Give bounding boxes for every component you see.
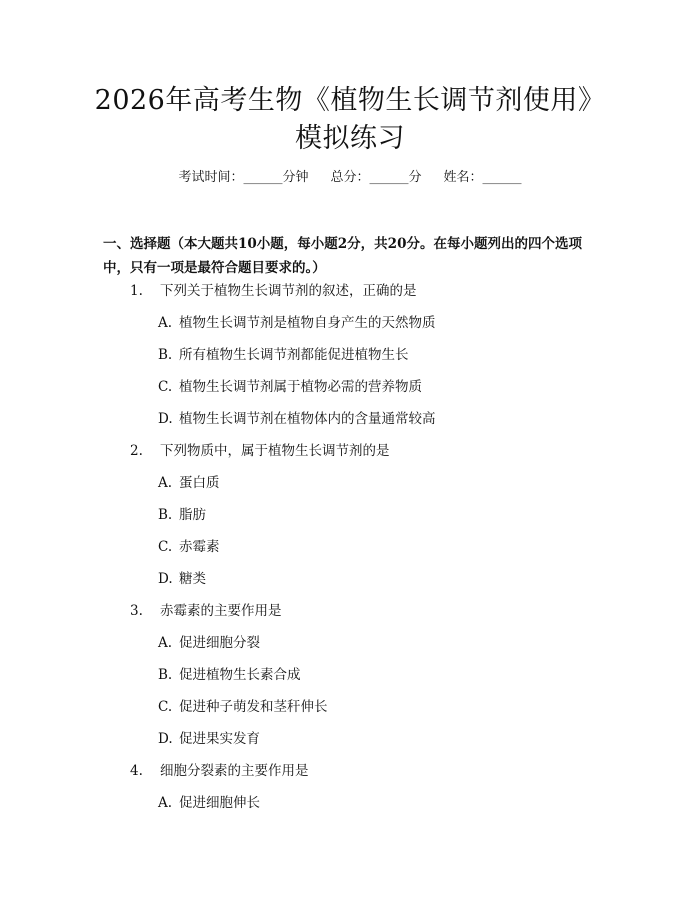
option-text: 所有植物生长调节剂都能促进植物生长 (179, 347, 409, 363)
exam-time-field: 考试时间：______分钟 (178, 170, 309, 185)
option-text: 促进细胞分裂 (179, 635, 260, 651)
total-score-field: 总分：______分 (330, 170, 422, 185)
option-letter: B. (158, 347, 173, 363)
question-number: 3. (130, 603, 143, 619)
question-2 (130, 441, 390, 461)
option-1d (158, 409, 436, 429)
option-letter: B. (158, 507, 173, 523)
option-text: 赤霉素 (179, 539, 220, 555)
option-letter: B. (158, 667, 173, 683)
question-text: 下列关于植物生长调节剂的叙述，正确的是 (160, 283, 417, 299)
option-text: 植物生长调节剂属于植物必需的营养物质 (179, 379, 422, 395)
option-3c (158, 697, 328, 717)
option-text: 植物生长调节剂是植物自身产生的天然物质 (179, 315, 436, 331)
option-letter: A. (158, 315, 173, 331)
option-text: 促进植物生长素合成 (179, 667, 301, 683)
question-text: 细胞分裂素的主要作用是 (160, 763, 309, 779)
option-letter: C. (158, 379, 173, 395)
student-name-field: 姓名：______ (443, 170, 522, 185)
option-2b (158, 505, 206, 525)
option-1a (158, 313, 436, 333)
option-letter: A. (158, 475, 173, 491)
section-heading: 一、选择题（本大题共10小题，每小题2分，共20分。在每小题列出的四个选项中，只有一项是最符合题目要求的。） (103, 236, 582, 276)
option-letter: A. (158, 795, 173, 811)
option-letter: C. (158, 539, 173, 555)
question-text: 下列物质中，属于植物生长调节剂的是 (160, 443, 390, 459)
option-letter: A. (158, 635, 173, 651)
question-number: 2. (130, 443, 143, 459)
option-letter: D. (158, 571, 173, 587)
option-text: 促进细胞伸长 (179, 795, 260, 811)
question-number: 1. (130, 283, 143, 299)
option-4a (158, 793, 260, 813)
option-text: 脂肪 (179, 507, 206, 523)
option-letter: D. (158, 411, 173, 427)
question-number: 4. (130, 763, 143, 779)
question-text: 赤霉素的主要作用是 (160, 603, 282, 619)
option-2c (158, 537, 220, 557)
option-text: 植物生长调节剂在植物体内的含量通常较高 (179, 411, 436, 427)
option-text: 糖类 (179, 571, 206, 587)
exam-info-line (0, 168, 700, 188)
option-2a (158, 473, 220, 493)
option-3b (158, 665, 301, 685)
option-text: 促进果实发育 (179, 731, 260, 747)
option-1c (158, 377, 422, 397)
option-text: 蛋白质 (179, 475, 220, 491)
question-1 (130, 281, 417, 301)
option-2d (158, 569, 206, 589)
option-3a (158, 633, 260, 653)
question-4 (130, 761, 309, 781)
question-3 (130, 601, 282, 621)
option-1b (158, 345, 409, 365)
page-title: 2026年高考生物《植物生长调节剂使用》模拟练习 (94, 85, 606, 154)
option-letter: D. (158, 731, 173, 747)
option-3d (158, 729, 260, 749)
option-letter: C. (158, 699, 173, 715)
option-text: 促进种子萌发和茎秆伸长 (179, 699, 328, 715)
